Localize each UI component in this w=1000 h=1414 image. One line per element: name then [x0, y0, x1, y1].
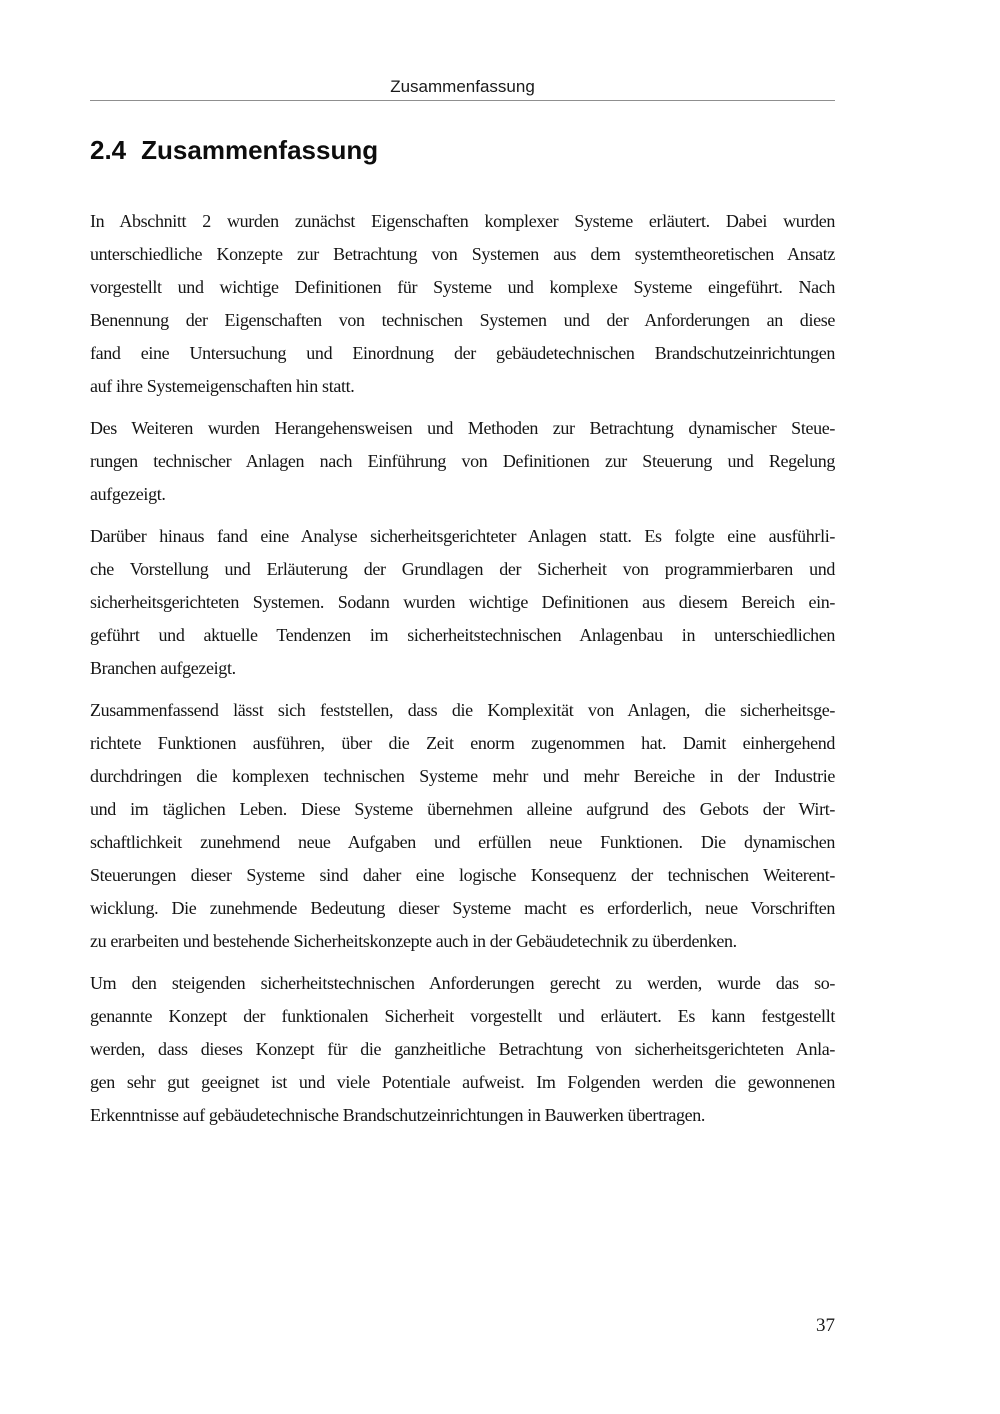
text-line: Darüber hinaus fand eine Analyse sicherheitsgerichteter Anlagen statt. Es folgte eine ausführli- — [90, 526, 835, 546]
paragraph — [90, 694, 835, 958]
text-line: und im täglichen Leben. Diese Systeme übernehmen alleine aufgrund des Gebots der Wirt- — [90, 799, 835, 819]
header-rule — [90, 100, 835, 101]
text-line: Erkenntnisse auf gebäudetechnische Brandschutzeinrichtungen in Bauwerken übertragen. — [90, 1105, 706, 1125]
text-line: fand eine Untersuchung und Einordnung der gebäudetechnischen Brandschutzeinrichtungen — [90, 343, 835, 363]
text-line: sicherheitsgerichteten Systemen. Sodann wurden wichtige Definitionen aus diesem Bereich ein- — [90, 592, 835, 612]
text-line: Steuerungen dieser Systeme sind daher eine logische Konsequenz der technischen Weiterent- — [90, 865, 835, 885]
text-line: richtete Funktionen ausführen, über die Zeit enorm zugenommen hat. Damit einhergehend — [90, 733, 835, 753]
section-heading — [90, 134, 835, 166]
text-line: geführt und aktuelle Tendenzen im sicherheitstechnischen Anlagenbau in unterschiedlichen — [90, 625, 835, 645]
text-line: gen sehr gut geeignet ist und viele Potentiale aufweist. Im Folgenden werden die gewonnenen — [90, 1072, 835, 1092]
text-line: vorgestellt und wichtige Definitionen für Systeme und komplexe Systeme eingeführt. Nach — [90, 277, 835, 297]
text-line: Zusammenfassend lässt sich feststellen, dass die Komplexität von Anlagen, die sicherheitsge- — [90, 700, 835, 720]
text-line: aufgezeigt. — [90, 484, 166, 504]
page-number: 37 — [816, 1315, 835, 1336]
paragraph — [90, 205, 835, 403]
text-line: In Abschnitt 2 wurden zunächst Eigenschaften komplexer Systeme erläutert. Dabei wurden — [90, 211, 835, 231]
text-line: schaftlichkeit zunehmend neue Aufgaben und erfüllen neue Funktionen. Die dynamischen — [90, 832, 835, 852]
text-line: genannte Konzept der funktionalen Sicherheit vorgestellt und erläutert. Es kann festgestellt — [90, 1006, 835, 1026]
text-line: auf ihre Systemeigenschaften hin statt. — [90, 376, 355, 396]
section-number: 2.4 — [90, 135, 127, 165]
running-head: Zusammenfassung — [390, 77, 535, 96]
section-title: Zusammenfassung — [141, 135, 379, 165]
text-line: Um den steigenden sicherheitstechnischen Anforderungen gerecht zu werden, wurde das so- — [90, 973, 835, 993]
text-line: che Vorstellung und Erläuterung der Grundlagen der Sicherheit von programmierbaren und — [90, 559, 835, 579]
paragraph — [90, 520, 835, 685]
text-line: rungen technischer Anlagen nach Einführung von Definitionen zur Steuerung und Regelung — [90, 451, 835, 471]
text-line: werden, dass dieses Konzept für die ganzheitliche Betrachtung von sicherheitsgerichteten Anla- — [90, 1039, 835, 1059]
text-line: Des Weiteren wurden Herangehensweisen und Methoden zur Betrachtung dynamischer Steue- — [90, 418, 835, 438]
text-line: Branchen aufgezeigt. — [90, 658, 236, 678]
text-line: wicklung. Die zunehmende Bedeutung dieser Systeme macht es erforderlich, neue Vorschriften — [90, 898, 835, 918]
text-line: Benennung der Eigenschaften von technischen Systemen und der Anforderungen an diese — [90, 310, 835, 330]
page-content — [90, 0, 835, 1141]
paragraph — [90, 412, 835, 511]
paragraph — [90, 967, 835, 1132]
body-text — [90, 205, 835, 1132]
text-line: unterschiedliche Konzepte zur Betrachtung von Systemen aus dem systemtheoretischen Ansatz — [90, 244, 835, 264]
text-line: zu erarbeiten und bestehende Sicherheitskonzepte auch in der Gebäudetechnik zu überdenken. — [90, 931, 737, 951]
text-line: durchdringen die komplexen technischen Systeme mehr und mehr Bereiche in der Industrie — [90, 766, 835, 786]
